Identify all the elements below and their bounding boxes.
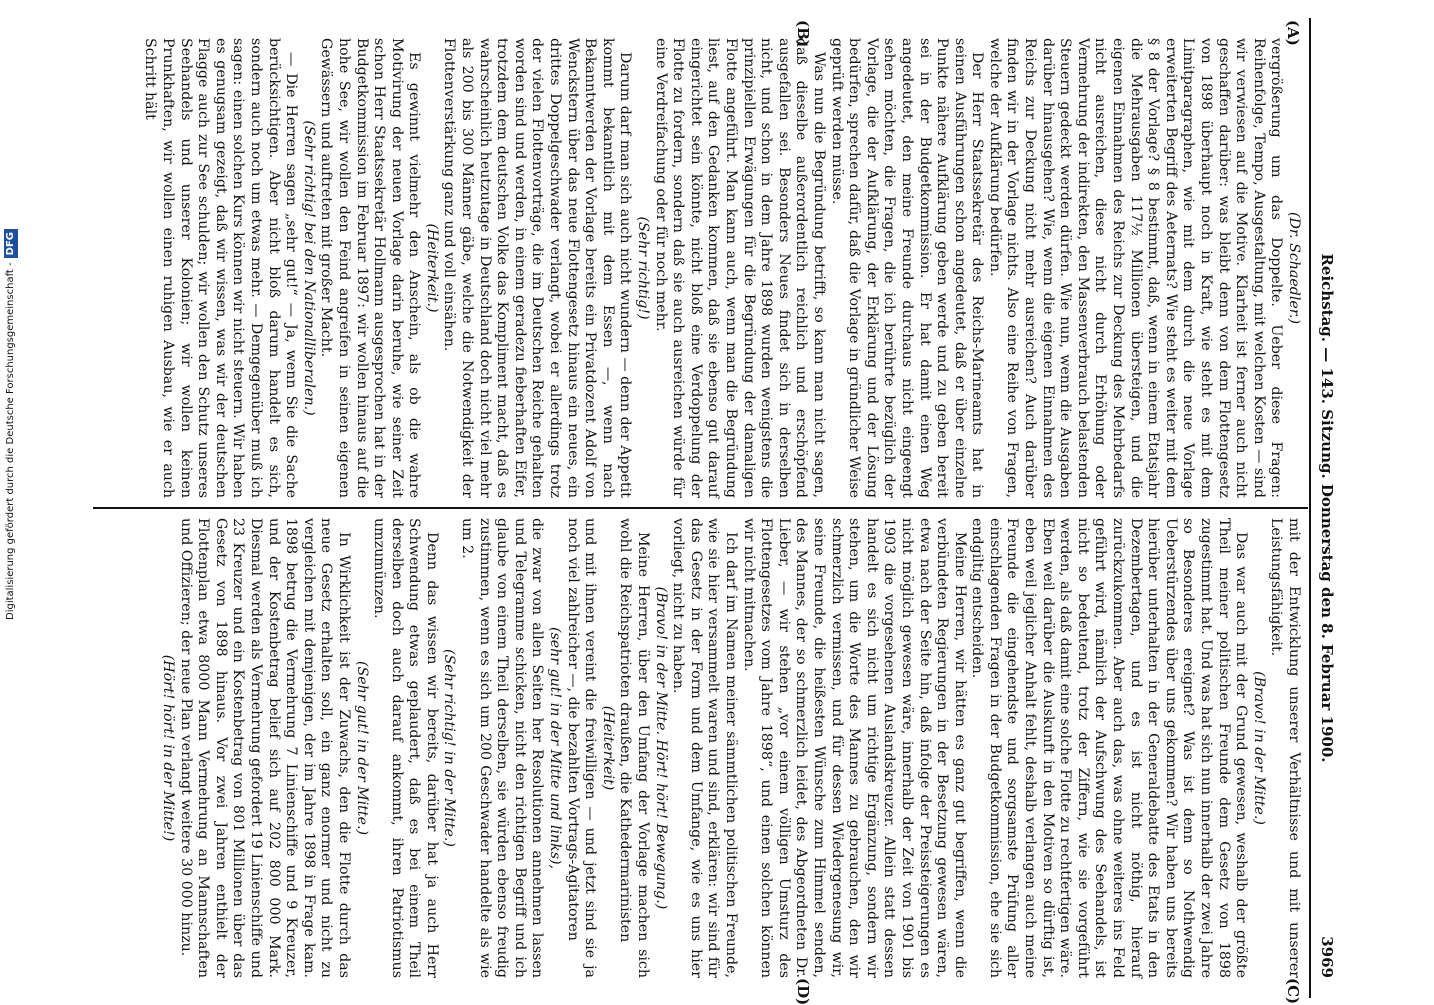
paragraph: Der Herr Staatssekretär des Reichs-Marineamts hat in seinen Ausführungen schon angedeutet, daß er über einzelne Punkte nähere Aufklärung geben werde und zu geben bereit sei in der Budgetkommission. Er hat damit einen Weg angedeutet, den meine Freunde durchaus nicht eingeengt sehen möchten, die Fragen, die ich berührte bezüglich der Vorlage, die der Aufklärung, der Erklärung und der Lösung bedürfen, sprechen dafür, daß die Vorlage in gründlicher Weise geprüft werden müsse.	[828, 38, 986, 498]
paragraph: Das war auch mit der Grund gewesen, weshalb der größte Theil meiner politischen Freunde dem Gesetz von 1898 zugestimmt hat. Und was hat sich nun innerhalb der zwei Jahre so Besonderes ereignet? Was ist denn so Nothwendig Ueberstürzendes über uns gekommen? Wir haben uns bereits hierüber unterhalten in der Generaldebatte des Etats in den Dezembertagen, und es ist nicht nöthig, hierauf zurückzukommen. Aber auch das, was ohne weiteres ins Feld geführt wird, nämlich der Aufschwung des Seehandels, ist nicht so bedeutend, trotz der Ziffern, wie sie vorgeführt werden, als daß damit eine solche Flotte zu rechtfertigen wäre. Eben weil darüber die Auskunft in den Motiven so dürftig ist, eben weil jeglicher Anhalt fehlt, deshalb verlangen auch meine Freunde die eingehendste und sorgsamste Prüfung aller einschlagenden Fragen in der Budgetkommission, ehe sie sich endgiltig entscheiden.	[969, 518, 1250, 978]
interjection: (Heiterkeit)	[599, 705, 616, 791]
dfg-logo: DFG	[4, 229, 18, 258]
paragraph: — Die Herren sagen „sehr gut!“ — Ja, wenn Sie die Sache berücksichtigen. Aber nicht bloß darum handelt es sich, sondern auch noch um etwas mehr. — Demgegenüber muß ich sagen: einen solchen Kurs können wir nicht steuern. Wir haben es genugsam gezeigt, daß wir wissen, was wir der deutschen Flagge auch zur See schulden; wir wollen den Schutz unseres Seehandels und unserer Kolonien; wir wollen keinen Prunkhaften, wir wollen einen ruhigen Ausbau, wie er auch Schritt hält	[142, 38, 300, 498]
paragraph: Meine Herren, über den Umfang der Vorlage machen sich wohl die Reichspatrioten draußen, die Kathedermarinisten	[617, 518, 652, 978]
header-title: Reichstag. — 143. Sitzung. Donnerstag den 8. Februar 1900.	[1318, 253, 1336, 763]
paragraph: Meine Herren, wir hätten es ganz gut begriffen, wenn die verbündeten Regierungen in der Besetzung gewesen wären, etwa nach der Seite hin, daß infolge der Preissteigerungen es nicht möglich gewesen wäre, innerhalb der Zeit von 1901 bis 1903 die vorgesehenen Auslandskreuzer. Allein statt dessen handelt es sich nicht um richtige Ergänzung, sondern wir stehen, um die Worte des Mannes zu gebrauchen, den wir schmerzlich vermissen, und für dessen Wiedergenesung wir, seine Freunde, die heißesten Wünsche zum Himmel senden, des Mannes, der so schmerzlich leidet, des Abgeordneten Dr. Lieber, — wir stehen „vor einem völligen Umsturz des Flottengesetzes vom Jahre 1898“, und einen solchen können wir nicht mitmachen.	[740, 518, 968, 978]
interjection: (sehr gut! in der Mitte und links),	[547, 626, 564, 870]
left-column	[141, 38, 1302, 498]
rotated-page	[87, 18, 1342, 1005]
margin-marker-c: (C)	[1284, 978, 1302, 1005]
page-header	[1312, 18, 1342, 998]
interjection: (Sehr richtig!)	[635, 216, 652, 320]
column-divider	[93, 507, 1308, 509]
interjection: (Sehr richtig! bei den Nationalliberalen.)	[300, 120, 317, 416]
interjection: (Sehr richtig! in der Mitte.)	[441, 649, 458, 847]
margin-marker-a: (A)	[1284, 20, 1302, 46]
paragraph: In Wirklichkeit ist der Zuwachs, den die Flotte durch das neue Gesetz erhalten soll, ein ganz enormer und nicht zu vergleichen mit demjenigen, der im Jahre 1898 in Frage kam. 1898 betrug die Vermehrung 7 Linienschiffe und 9 Kreuzer, und der Kostenbetrag belief sich auf 202 800 000 Mark. Diesmal werden als Vermehrung gefordert 19 Linienschiffe und 23 Kreuzer und ein Kostenbetrag von 801 Millionen über das Gesetz von 1898 hinaus. Vor zwei Jahren enthielt der Flottenplan etwa 8000 Mann Vermehrung an Mannschaften und Offizieren; der neue Plan verlangt weitere 30 000 hinzu.	[177, 518, 352, 978]
credit-text: Digitalisierung gefördert durch die Deutsche Forschungsgemeinschaft -	[5, 262, 16, 620]
paragraph: Es gewinnt vielmehr den Anschein, als ob die wahre Motivirung der neuen Vorlage darin beruhe, wie seiner Zeit schon Herr Staatssekretär Hollmann ausgesprochen hat in der Budgetkommission im Februar 1897: wir wollen hinaus auf die hohe See, wir wollen den Feind angreifen in seinen eigenen Gewässern und auftreten mit großer Macht.	[318, 38, 423, 498]
interjection: (Bravo! in der Mitte.)	[1250, 671, 1267, 825]
paragraph: Denn das wissen wir bereits, darüber hat ja auch Herr Schwendung etwas geplaudert, daß es bei einem Theil derselben doch auch darauf ankommt, ihren Patriotismus umzumünzen.	[371, 518, 440, 978]
interjection: (Heiterkeit.)	[423, 223, 440, 313]
paragraph: mit der Entwicklung unserer Verhältnisse und mit unserer Leistungsfähigkeit.	[1268, 518, 1302, 978]
paragraph: die zwar von allen Seiten her Resolutionen annehmen lassen und Telegramme schicken, nicht den richtigen Begriff und ich glaube von einem Theil derselben, sie würden ebenso freudig zustimmen, wenn es sich um 200 Geschwader handelte als wie um 2.	[459, 518, 546, 978]
digitization-credit	[4, 232, 18, 620]
paragraph: Ich darf im Namen meiner sämmtlichen politischen Freunde, wie sie hier versammelt waren und sind, erklären: wir sind für das Gesetz in der Form und dem Umfange, wie es uns hier vorliegt, nicht zu haben.	[670, 518, 739, 978]
interjection: (Bravo! in der Mitte. Hört! hört! Bewegung.)	[652, 586, 669, 910]
page-number: 3969	[1318, 936, 1336, 978]
paragraph: Was nun die Begründung betrifft, so kann man nicht sagen, daß dieselbe außerordentlich reichlich und erschöpfend ausgefallen sei. Besonders Neues findet sich in derselben nicht, und schon in dem Jahre 1898 wurden wenigstens die prinzipiellen Erwägungen für die Begründung der damaligen Flotte angeführt. Man kann auch, wenn man die Begründung liest, auf den Gedanken kommen, daß sie ebenso gut darauf eingerichtet sein könnte, nicht bloß eine Verdoppelung der Flotte zu fordern, sondern daß sie auch ausreichen würde für eine Verdreifachung oder für noch mehr.	[652, 38, 827, 498]
margin-marker-b: (B)	[794, 20, 812, 47]
paragraph: vergrößerung um das Doppelte. Ueber diese Fragen: Reihenfolge, Tempo, Ausgestaltung, mit welchen Kosten — sind wir verwiesen auf die Motive. Klarheit ist ferner auch nicht geschaffen darüber: was bleibt denn von dem Flottengesetz von 1898 überhaupt noch in Kraft, wie steht es mit dem Limitparagraphen, wie mit dem durch die neue Vorlage erweiterten Begriff des Aeternats? Wie steht es weiter mit dem § 8 der Vorlage? § 8 bestimmt, daß, wenn in einem Etatsjahr die Mehrausgaben 117½ Millionen übersteigen, und die eigenen Einnahmen des Reichs zur Deckung des Mehrbedarfs nicht ausreichen, diese nicht durch Erhöhung oder Vermehrung der indirekten, den Massenverbrauch belastenden Steuern gedeckt werden dürfen. Wie nun, wenn die Ausgaben darüber hinausgehen? Wie, wenn die eigenen Einnahmen des Reichs zur Deckung nicht mehr ausreichen? Auch darüber finden wir in der Vorlage nichts. Also eine Reihe von Fragen, welche der Aufklärung bedürfen.	[986, 38, 1285, 498]
paragraph: und mit ihnen vereint die freiwilligen — und jetzt sind sie ja noch viel zahlreicher —, die bezahlten Vortrags-Agitatoren	[564, 518, 599, 978]
speaker-note: (Dr. Schaedler.)	[1286, 211, 1302, 325]
margin-marker-d: (D)	[794, 978, 812, 1005]
paragraph: Darum darf man sich auch nicht wundern — denn der Appetit kommt bekanntlich mit dem Essen —, wenn nach Bekanntwerden der Vorlage bereits ein Privatdozent Adolf von Wenckstern über das neue Flottengesetz hinaus ein neues, ein drittes Doppelgeschwader verlangt, wobei er allerdings trotz der vielen Flottenvorträge, die im Deutschen Reiche gehalten worden sind und werden, in einem geradezu fieberhaften Eifer, trotzdem dem deutschen Volke das Kompliment macht, daß es wahrscheinlich heutzutage in Deutschland doch nicht viel mehr als 200 bis 300 Männer gäbe, welche die Notwendigkeit der Flottenverstärkung ganz und voll einsähen.	[441, 38, 634, 498]
interjection: (Sehr gut! in der Mitte.)	[353, 660, 370, 836]
header-rule	[1309, 18, 1311, 998]
right-column	[158, 518, 1302, 978]
interjection: (Hört! hört! in der Mitte!)	[160, 654, 176, 842]
